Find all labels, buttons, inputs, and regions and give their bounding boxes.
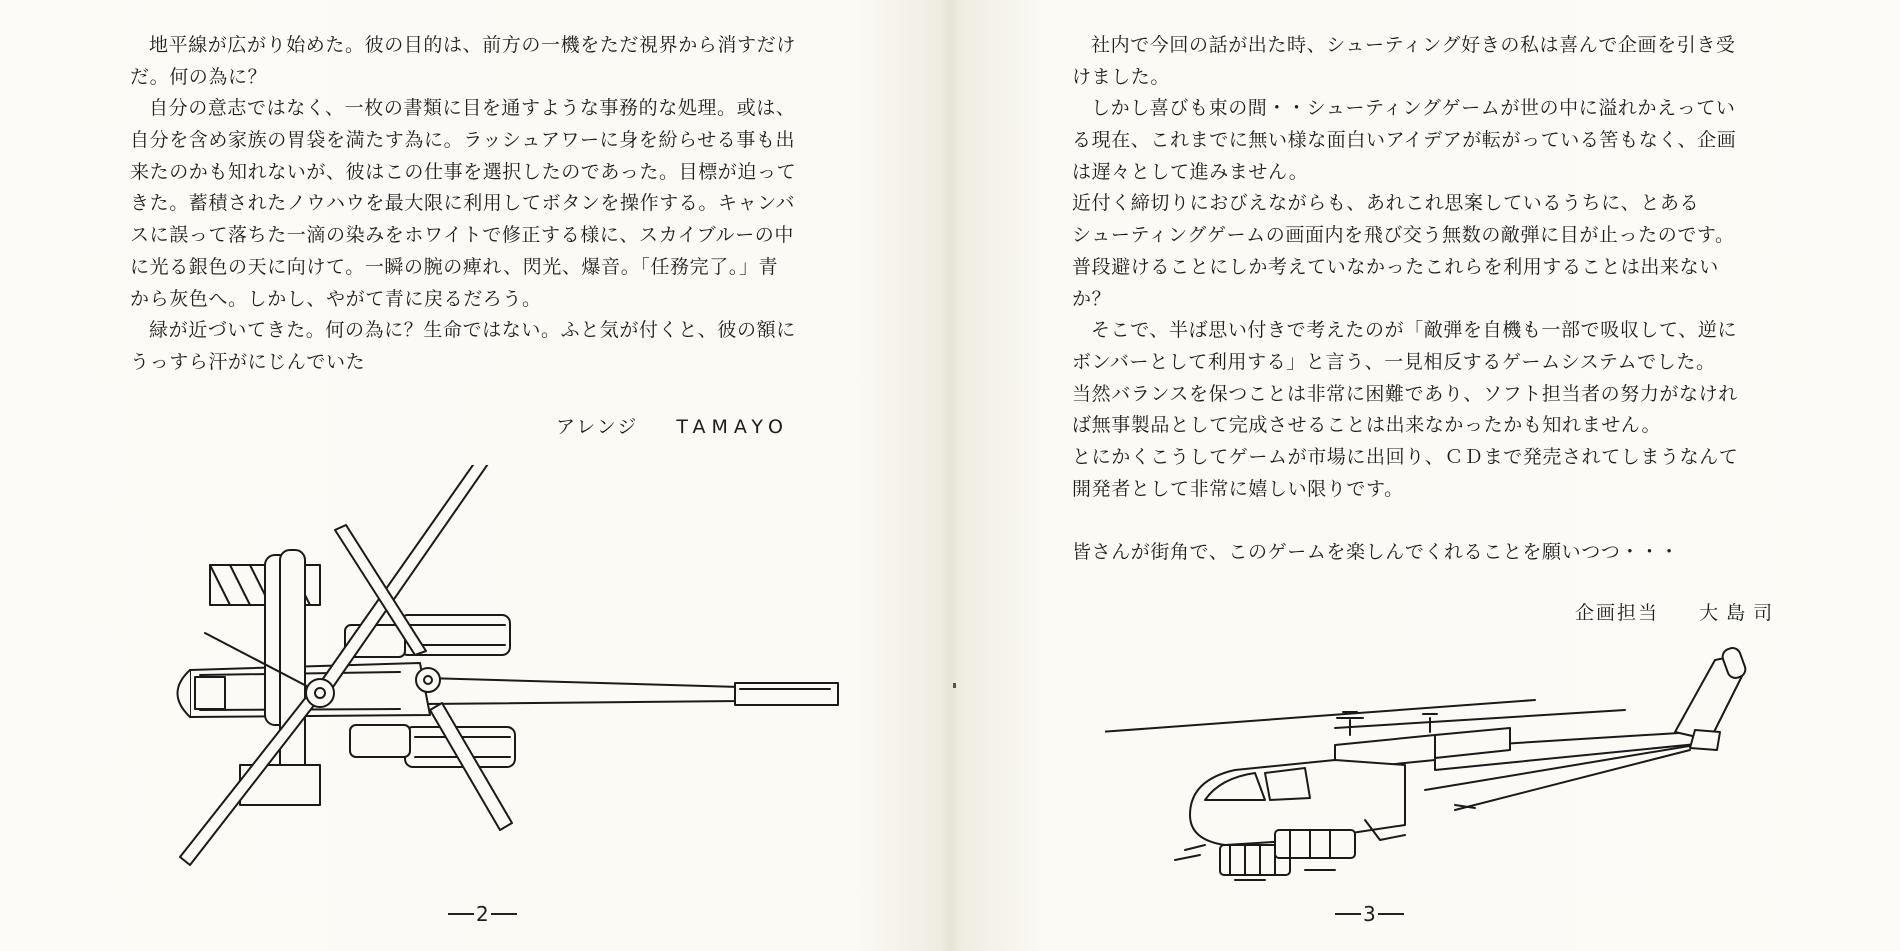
arranger-role: アレンジ (556, 416, 639, 438)
body-text-line: 開発者として非常に嬉しい限りです。 (1072, 477, 1404, 500)
right-page-body (1072, 30, 1738, 569)
page-number-dash (1335, 913, 1361, 915)
planner-role: 企画担当 (1575, 602, 1660, 624)
body-text-line: とにかくこうしてゲームが市場に出回り、ＣＤまで発売されてしまうなんて (1072, 445, 1739, 468)
page-number-dash (448, 913, 474, 915)
left-page-number-value: 2 (476, 902, 489, 926)
body-text-line: ボンバーとして利用する」と言う、一見相反するゲームシステムでした。 (1072, 350, 1716, 373)
body-text-line: 自分の意志ではなく、一枚の書類に目を通すような事務的な処理。或は、 (149, 97, 796, 120)
body-text-line: 地平線が広がり始めた。彼の目的は、前方の一機をただ視界から消すだけ (149, 34, 796, 56)
body-text-line: 社内で今回の話が出た時、シューティング好きの私は喜んで企画を引き受 (1091, 34, 1736, 56)
body-text-line: ば無事製品として完成させることは出来なかったかも知れません。 (1072, 414, 1662, 437)
body-text-line (1072, 505, 1738, 537)
planner-name: 大島司 (1699, 602, 1781, 624)
right-page-number (1335, 902, 1404, 926)
body-text-line: うっすら汗がにじんでいた (130, 350, 366, 373)
helicopter-top-view-icon (170, 465, 850, 885)
body-text-line: スに誤って落ちた一滴の染みをホワイトで修正する様に、スカイブルーの中 (130, 224, 794, 247)
body-text-line: から灰色へ。しかし、やがて青に戻るだろう。 (130, 287, 542, 310)
body-text-line: 普段避けることにしか考えていなかったこれらを利用することは出来ない (1072, 255, 1719, 278)
body-text-line: に光る銀色の天に向けて。一瞬の腕の痺れ、閃光、爆音。「任務完了。」青 (130, 255, 779, 278)
body-text-line: けました。 (1072, 65, 1171, 88)
body-text-line: 緑が近づいてきた。何の為に？生命ではない。ふと気が付くと、彼の額に (149, 319, 796, 342)
body-text-line: 当然バランスを保つことは非常に困難であり、ソフト担当者の努力がなけれ (1072, 382, 1738, 405)
body-text-line: だ。何の為に？ (130, 65, 268, 88)
arranger-credit (556, 412, 789, 439)
helicopter-side-view-icon (1105, 640, 1755, 885)
left-page-number (448, 902, 517, 926)
body-text-line: きた。蓄積されたノウハウを最大限に利用してボタンを操作する。キャンバ (130, 192, 796, 215)
body-text-line: 皆さんが街角で、このゲームを楽しんでくれることを願いつつ・・・ (1072, 541, 1680, 563)
page-number-dash (1378, 913, 1404, 915)
body-text-line: シューティングゲームの画面内を飛び交う無数の敵弾に目が止ったのです。 (1072, 224, 1735, 247)
page-number-dash (491, 913, 517, 915)
body-text-line: か？ (1072, 287, 1112, 310)
planner-credit (1575, 598, 1780, 625)
right-page-number-value: 3 (1363, 902, 1376, 926)
body-text-line: 自分を含め家族の胃袋を満たす為に。ラッシュアワーに身を紛らせる事も出 (130, 129, 796, 152)
right-page (950, 0, 1900, 951)
body-text-line: は遅々として進みません。 (1072, 160, 1309, 183)
arranger-name: TAMAYO (676, 416, 789, 438)
body-text-line: 近付く締切りにおびえながらも、あれこれ思案しているうちに、とある (1072, 192, 1700, 215)
body-text-line: 来たのかも知れないが、彼はこの仕事を選択したのであった。目標が迫って (130, 160, 797, 183)
body-text-line: る現在、これまでに無い様な面白いアイデアが転がっている筈もなく、企画 (1072, 129, 1737, 152)
body-text-line: そこで、半ば思い付きで考えたのが「敵弾を自機も一部で吸収して、逆に (1091, 319, 1738, 342)
left-page-body (130, 30, 796, 379)
body-text-line: しかし喜びも束の間・・シューティングゲームが世の中に溢れかえってい (1091, 97, 1736, 120)
